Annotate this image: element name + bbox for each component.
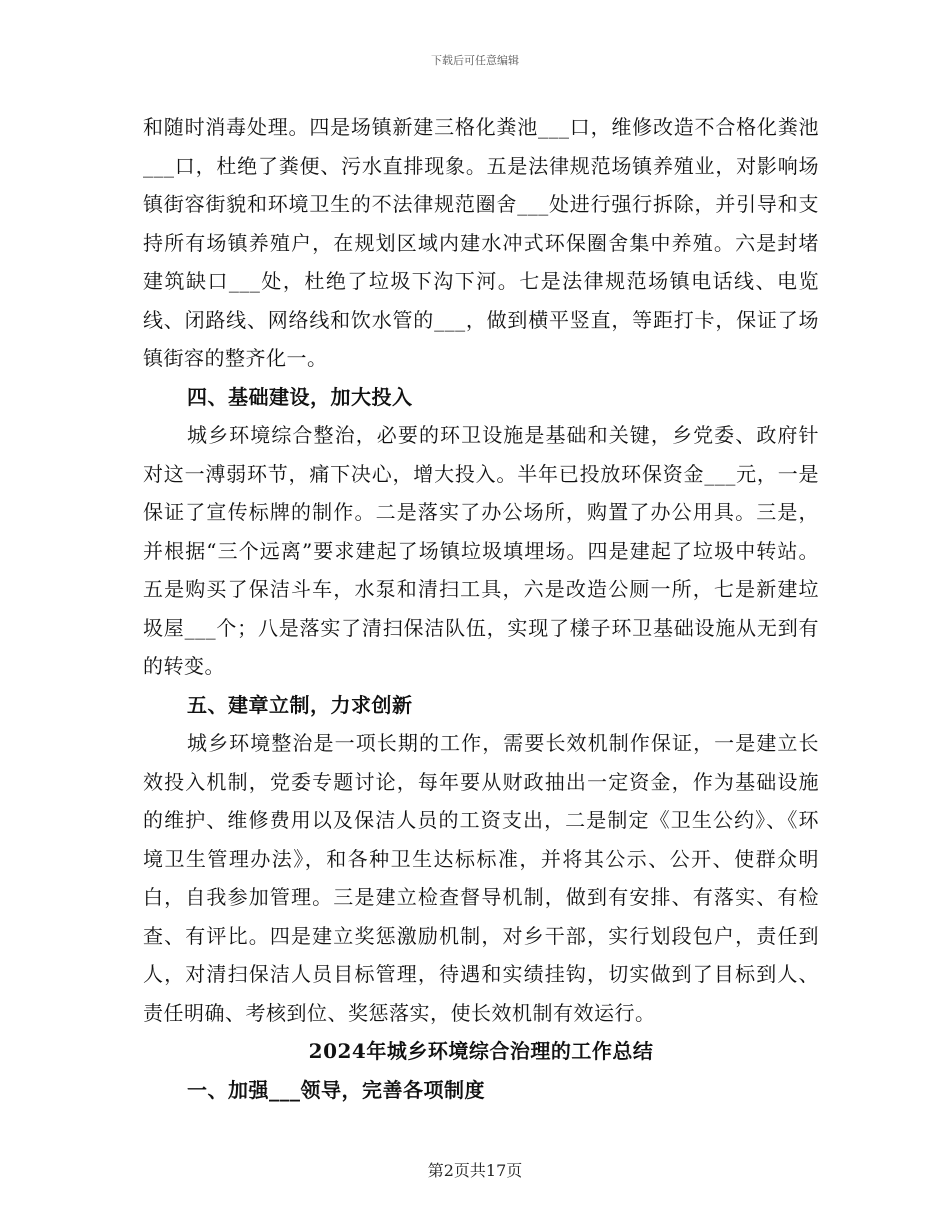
page-number: 第2页共17页	[427, 1161, 523, 1180]
document-body	[143, 108, 819, 1109]
section-heading-5: 五、建章立制，力求创新	[187, 692, 413, 717]
paragraph-continued: 和随时消毒处理。四是场镇新建三格化粪池___口，维修改造不合格化粪池___口，杜绝了粪便、污水直排现象。五是法律规范场镇养殖业，对影响场镇街容街貌和环境卫生的不法律规范圈舍___处进行强行拆除，并引导和支持所有场镇养殖户，在规划区域内建水冲式环保圈舍集中养殖。六是封堵建筑缺口___处，杜绝了垃圾下沟下河。七是法律规范场镇电话线、电览线、闭路线、网络线和饮水管的___，做到横平竖直，等距打卡，保证了场镇街容的整齐化一。	[143, 115, 819, 370]
section-heading-4: 四、基础建设，加大投入	[187, 384, 413, 409]
section-heading-1: 一、加强___领导，完善各项制度	[187, 1077, 485, 1102]
page-header: 下载后可任意编辑	[431, 54, 519, 67]
paragraph-infrastructure: 城乡环境综合整治，必要的环卫设施是基础和关键，乡党委、政府针对这一溥弱环节，痛下决心，增大投入。半年已投放环保资金___元，一是保证了宣传标牌的制作。二是落实了办公场所，购置了办公用具。三是，并根据“三个远离”要求建起了场镇垃圾填埋场。四是建起了垃圾中转站。五是购买了保洁斗车，水泵和清扫工具，六是改造公厕一所，七是新建垃圾屋___个；八是落实了清扫保洁队伍，实现了樣子环卫基础设施从无到有的转变。	[143, 423, 819, 678]
document-title: 2024年城乡环境综合治理的工作总结	[308, 1039, 654, 1063]
paragraph-mechanisms: 城乡环境整治是一项长期的工作，需要长效机制作保证，一是建立长效投入机制，党委专题讨论，每年要从财政抽出一定资金，作为基础设施的维护、维修费用以及保洁人员的工资支出，二是制定《卫生公约》、《环境卫生管理办法》，和各种卫生达标标准，并将其公示、公开、使群众明白，自我参加管理。三是建立检查督导机制，做到有安排、有落实、有检查、有评比。四是建立奖惩激励机制，对乡干部，实行划段包户，责任到人，对清扫保洁人员目标管理，待遇和实绩挂钩，切实做到了目标到人、责任明确、考核到位、奖惩落实，使长效机制有效运行。	[143, 731, 819, 1025]
